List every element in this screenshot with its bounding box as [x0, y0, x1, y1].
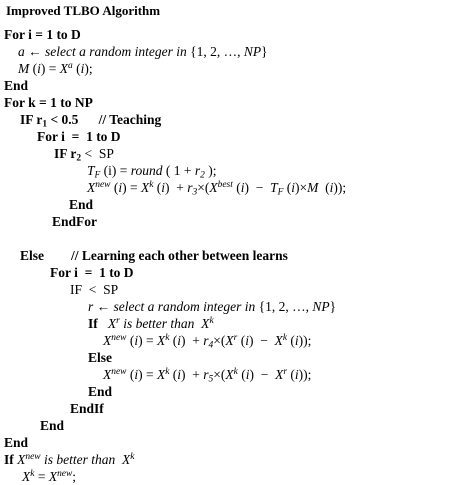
- end-2: End: [69, 197, 94, 212]
- mean-assign-line: M $(i) = X^a$ (i);: [18, 60, 93, 76]
- for-i-teaching: For i = 1 to D: [37, 129, 121, 144]
- tf-line: $T_F$ (i) = round ( $1 + r_2$ );: [87, 163, 217, 181]
- end-5: End: [4, 435, 29, 450]
- for-loop-header: For i = 1 to D: [4, 27, 81, 42]
- xnew-learning-2: $X^{new}$ $(i) = X^k$ $(i) + r_5\times(X^k$ $(i) - X^r$ (i));: [103, 366, 312, 385]
- else-2: Else: [88, 350, 113, 365]
- end-3: End: [88, 384, 113, 399]
- endif-1: EndIf: [70, 401, 104, 416]
- select-r-line: r ← select a random integer in {1, 2, …, NP}: [88, 299, 337, 314]
- for-i-learning: For i = 1 to D: [50, 265, 134, 280]
- xnew-learning-1: $X^{new}$ $(i) = X^k$ $(i) + r_4\times(X^r$ $(i) - X^k$ (i));: [103, 332, 312, 351]
- endfor-1: EndFor: [52, 214, 98, 229]
- else-learning: Else // Learning each other between learns: [20, 248, 288, 263]
- xnew-teaching: $X^{new}$ $(i) = X^k$ $(i) + r_3\times(X^{best}$ $(i) - T_F$ (i)×M (i));: [87, 179, 347, 198]
- if-sp-1: IF $r_2$ < SP: [54, 146, 114, 164]
- if-teaching: IF $r_1 < 0.5$ // Teaching: [20, 112, 162, 130]
- end-1: End: [4, 78, 29, 93]
- select-a-line: a ← select a random integer in {1, 2, …, NP}: [18, 44, 268, 59]
- end-4: End: [40, 418, 65, 433]
- algorithm-title: Improved TLBO Algorithm: [6, 3, 161, 18]
- if-xr-better: If $X^r$ is better than $X^k$: [88, 315, 214, 331]
- if-sp-2: IF < SP: [70, 282, 119, 297]
- for-k-header: For k = 1 to NP: [4, 95, 93, 110]
- xk-assign: $X^k = X^{new}$;: [22, 468, 77, 484]
- if-xnew-better: If $X^{new}$ is better than $X^k$: [4, 451, 135, 467]
